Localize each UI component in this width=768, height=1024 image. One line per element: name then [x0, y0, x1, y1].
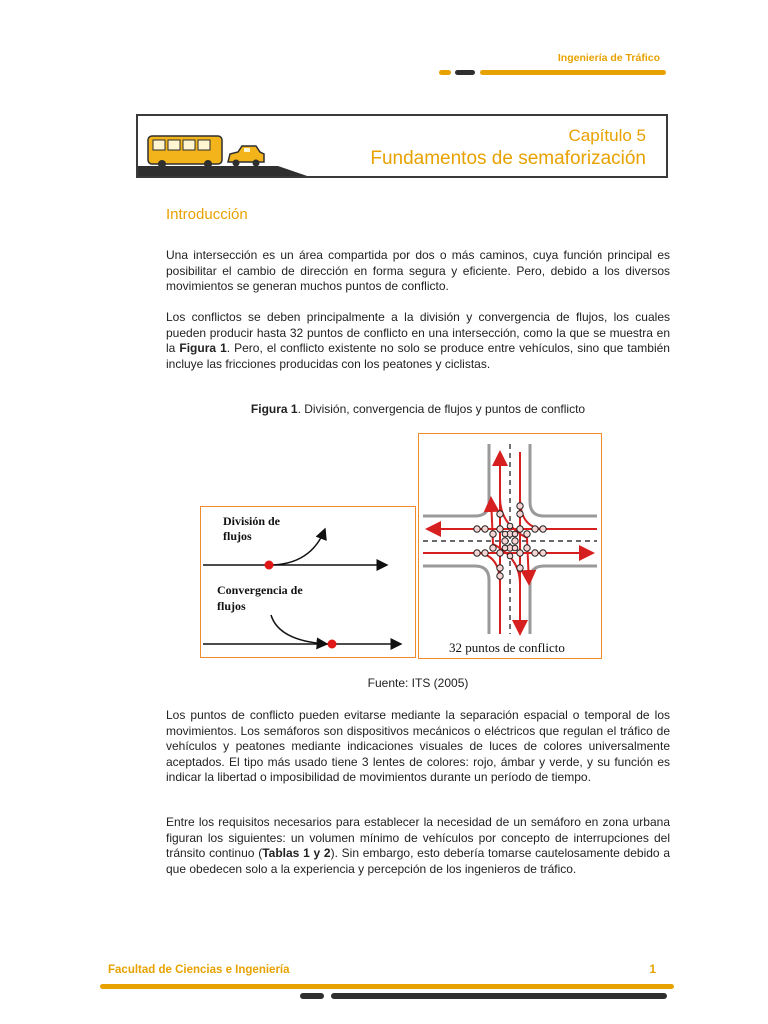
figure-caption: [166, 402, 670, 416]
chapter-title: Fundamentos de semaforización: [370, 148, 646, 169]
paragraph-conflicts-part-1: Los conflictos se deben principalmente a la división y convergencia de flujos, los cuales pueden producir hasta 32 puntos de conflicto en una intersección, como la que se muestra en la: [166, 310, 670, 355]
paragraph-intro: Una intersección es un área compartida por dos o más caminos, cuya función principal es posibilitar el cambio de dirección en forma segura y eficiente. Pero, debido a los diversos movimientos se generan muchos puntos de conflicto.: [166, 248, 670, 293]
header-bar-accent-short: [439, 70, 451, 75]
figure-caption-label: Figura 1: [250, 402, 298, 416]
paragraph-traffic-lights: Los puntos de conflicto pueden evitarse mediante la separación espacial o temporal de los movimientos. Los semáforos son dispositivos mecánicos o eléctricos que regulan el tráfico de vehículos y peatones mediante indicaciones visuales de luces de colores universalmente aceptados. El tipo más usado tiene 3 lentes de colores: rojo, ámbar y verde, y su función es indicar la libertad o imposibilidad de movimientos durante un período de tiempo.: [166, 708, 670, 784]
paragraph-requirements: [166, 815, 670, 877]
figure-source: Fuente: ITS (2005): [367, 676, 469, 690]
division-branch-arrow: [269, 529, 325, 565]
paragraph-requirements-part-1: Entre los requisitos necesarios para establecer la necesidad de un semáforo en zona urbana figuran los siguientes: un volumen mínimo de vehículos por concepto de interrupciones del tránsito continuo (: [166, 815, 670, 860]
figure-flows-panel: [200, 506, 416, 658]
division-label-line-1: División de: [223, 514, 281, 528]
figure-intersection-panel: [418, 433, 602, 659]
division-label-line-2: flujos: [223, 529, 252, 543]
header-bar-dark: [455, 70, 475, 75]
header-bar-accent-long: [480, 70, 666, 75]
footer-faculty: Facultad de Ciencias e Ingeniería: [108, 964, 290, 976]
conflict-points-label: 32 puntos de conflicto: [449, 640, 565, 655]
footer-bar-dark-short: [300, 993, 324, 999]
footer-bar-accent: [100, 984, 674, 989]
vehicles-illustration: [138, 116, 338, 178]
bus-icon: [148, 136, 222, 168]
convergence-label-line-1: Convergencia de: [217, 583, 303, 597]
paragraph-conflicts-part-2: . Pero, el conflicto existente no solo se produce entre vehículos, sino que también incluye las fricciones producidas con los peatones y ciclistas.: [166, 341, 670, 371]
header-title: Ingeniería de Tráfico: [557, 52, 660, 64]
section-title: Introducción: [166, 206, 248, 223]
convergence-branch-arrow: [271, 615, 327, 644]
paragraph-conflicts: [166, 310, 670, 372]
figure-caption-text: . División, convergencia de flujos y puntos de conflicto: [297, 402, 586, 416]
intersection-diagram: [419, 434, 600, 657]
page-number: 1: [649, 962, 656, 976]
car-icon: [228, 146, 264, 167]
tables-reference: Tablas 1 y 2: [262, 846, 331, 860]
chapter-number: Capítulo 5: [568, 126, 646, 145]
footer-bar-dark-long: [331, 993, 667, 999]
flows-diagram: [201, 507, 414, 656]
convergence-conflict-point: [328, 640, 337, 649]
chapter-banner: [136, 114, 668, 178]
convergence-label-line-2: flujos: [217, 599, 246, 613]
division-conflict-point: [265, 561, 274, 570]
figure-reference: Figura 1: [179, 341, 227, 355]
paragraph-requirements-part-2: ). Sin embargo, esto debería tomarse cautelosamente debido a que obedecen solo a la experiencia y percepción de los ingenieros de tráfico.: [166, 846, 671, 876]
